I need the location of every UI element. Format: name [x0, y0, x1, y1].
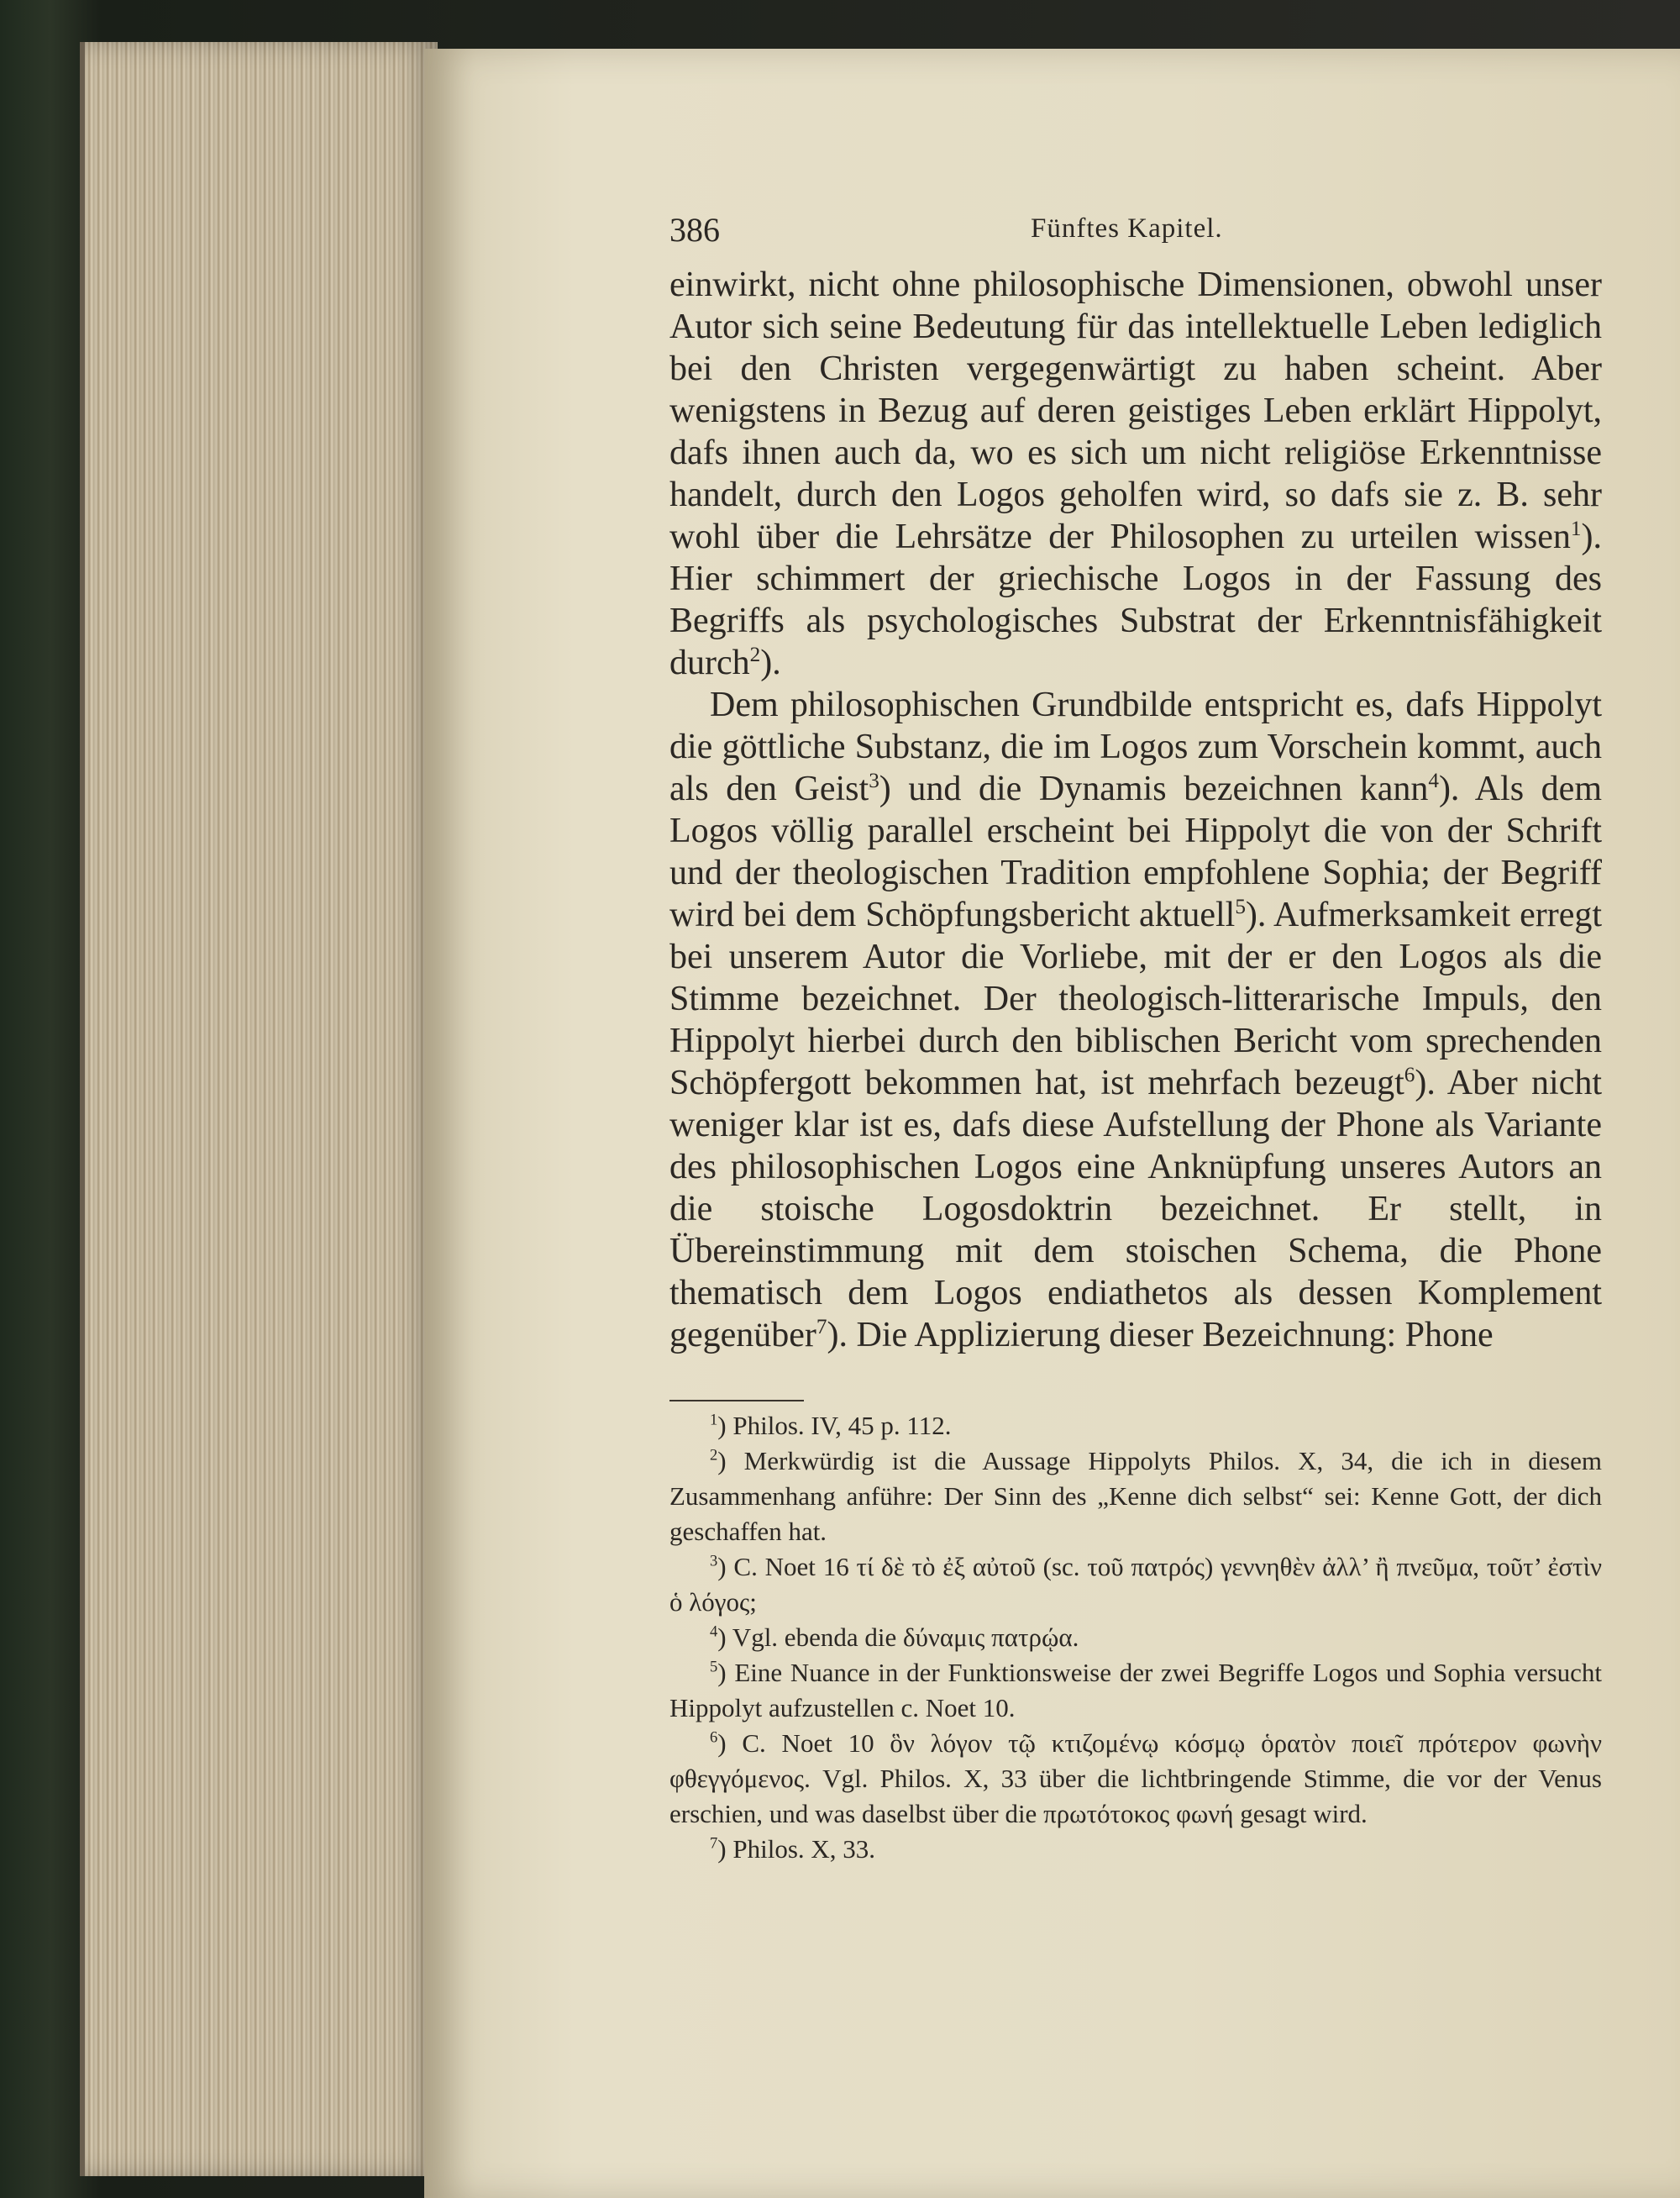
footnote-text: ) Eine Nuance in der Funktionsweise der zwei Begriffe Logos und Sophia versucht Hippolyt aufzustellen c. Noet 10.: [669, 1658, 1602, 1722]
paragraph-text: ). Hier schimmert der griechische Logos in der Fassung des Begriffs als psychologisches Substrat der Erkenntnisfähigkeit durch: [669, 518, 1602, 682]
footnote-mark: 2: [710, 1446, 718, 1464]
paragraph-2: [669, 684, 1602, 1356]
footnote-ref: 4: [1428, 770, 1439, 792]
paragraph-text: ) und die Dynamis bezeichnen kann: [879, 770, 1429, 808]
footnotes: [669, 1408, 1602, 1867]
paragraph-text: ).: [760, 644, 781, 682]
footnote-ref: 7: [816, 1316, 827, 1338]
footnote-mark: 4: [710, 1622, 718, 1641]
footnote-1: [669, 1408, 1602, 1443]
paragraph-text: ). Aufmerksamkeit erregt bei unserem Autor die Vorliebe, mit der er den Logos als die Stimme bezeichnet. Der theologisch-litterarische Impuls, den Hippolyt hierbei durch den biblischen Bericht vom sprechenden Schöpfergott bekommen hat, ist mehrfach bezeugt: [669, 896, 1603, 1102]
paragraph-1: [669, 264, 1602, 684]
paragraph-text: ). Die Applizierung dieser Bezeichnung: Phone: [827, 1316, 1494, 1354]
footnote-ref: 6: [1404, 1064, 1415, 1086]
footnote-divider: [669, 1400, 804, 1401]
footnote-text: ) Philos. X, 33.: [717, 1834, 876, 1864]
page-number: 386: [669, 211, 720, 249]
paragraph-text: Dem philosophischen Grundbilde entspricht es, dafs Hippolyt die göttliche Substanz, die im Logos zum Vorschein kommt, auch als den Geist: [669, 686, 1602, 808]
book-page-edges: [80, 42, 438, 2176]
running-title: Fünftes Kapitel.: [1031, 213, 1223, 244]
footnote-mark: 1: [710, 1411, 718, 1429]
footnote-3: [669, 1549, 1602, 1620]
footnote-mark: 7: [710, 1834, 718, 1853]
book-page: [424, 49, 1680, 2198]
footnote-ref: 2: [749, 644, 761, 666]
footnote-7: [669, 1832, 1602, 1867]
footnote-ref: 3: [869, 770, 879, 792]
footnote-4: [669, 1620, 1602, 1655]
footnote-text: ) Philos. IV, 45 p. 112.: [717, 1411, 952, 1440]
footnote-text: ) C. Noet 10 ὃν λόγον τῷ κτιζομένῳ κόσμῳ ὁρατὸν ποιεῖ πρότερον φωνὴν φθεγγόμενος. Vgl. Philos. X, 33 über die lichtbringende Stimme, die vor der Venus erschien, und was daselbst über die πρωτότοκος φωνή gesagt wird.: [669, 1728, 1602, 1828]
footnote-text: ) Vgl. ebenda die δύναμις πατρῴα.: [717, 1622, 1079, 1652]
footnote-ref: 5: [1235, 896, 1246, 918]
paragraph-text: ). Als dem Logos völlig parallel erscheint bei Hippolyt die von der Schrift und der theologischen Tradition empfohlene Sophia; der Begriff wird bei dem Schöpfungsbericht aktuell: [669, 770, 1602, 934]
footnote-mark: 6: [710, 1728, 718, 1747]
page-header: [669, 210, 1602, 260]
footnote-2: [669, 1443, 1602, 1549]
paragraph-text: ). Aber nicht weniger klar ist es, dafs diese Aufstellung der Phone als Variante des philosophischen Logos eine Anknüpfung unseres Autors an die stoische Logosdoktrin bezeichnet. Er stellt, in Übereinstimmung mit dem stoischen Schema, die Phone thematisch dem Logos endiathetos als dessen Komplement gegenüber: [669, 1064, 1603, 1354]
paragraph-text: einwirkt, nicht ohne philosophische Dimensionen, obwohl unser Autor sich seine Bedeutung für das intellektuelle Leben lediglich bei den Christen vergegenwärtigt zu haben scheint. Aber wenigstens in Bezug auf deren geistiges Leben erklärt Hippolyt, dafs ihnen auch da, wo es sich um nicht religiöse Erkenntnisse handelt, durch den Logos geholfen wird, so dafs sie z. B. sehr wohl über die Lehrsätze der Philosophen zu urteilen wissen: [669, 266, 1602, 556]
footnote-6: [669, 1726, 1602, 1832]
footnote-text: ) C. Noet 16 τί δὲ τὸ ἐξ αὐτοῦ (sc. τοῦ πατρός) γεννηθὲν ἀλλ’ ἢ πνεῦμα, τοῦτ’ ἐστὶν ὁ λόγος;: [669, 1552, 1602, 1617]
footnote-mark: 5: [710, 1658, 718, 1676]
footnote-ref: 1: [1570, 518, 1582, 540]
footnote-text: ) Merkwürdig ist die Aussage Hippolyts Philos. X, 34, die ich in diesem Zusammenhang anführe: Der Sinn des „Kenne dich selbst“ sei: Kenne Gott, der dich geschaffen hat.: [669, 1446, 1602, 1546]
footnote-5: [669, 1655, 1602, 1726]
page-content: [669, 210, 1602, 1867]
body-text: [669, 264, 1602, 1356]
footnote-mark: 3: [710, 1552, 718, 1570]
